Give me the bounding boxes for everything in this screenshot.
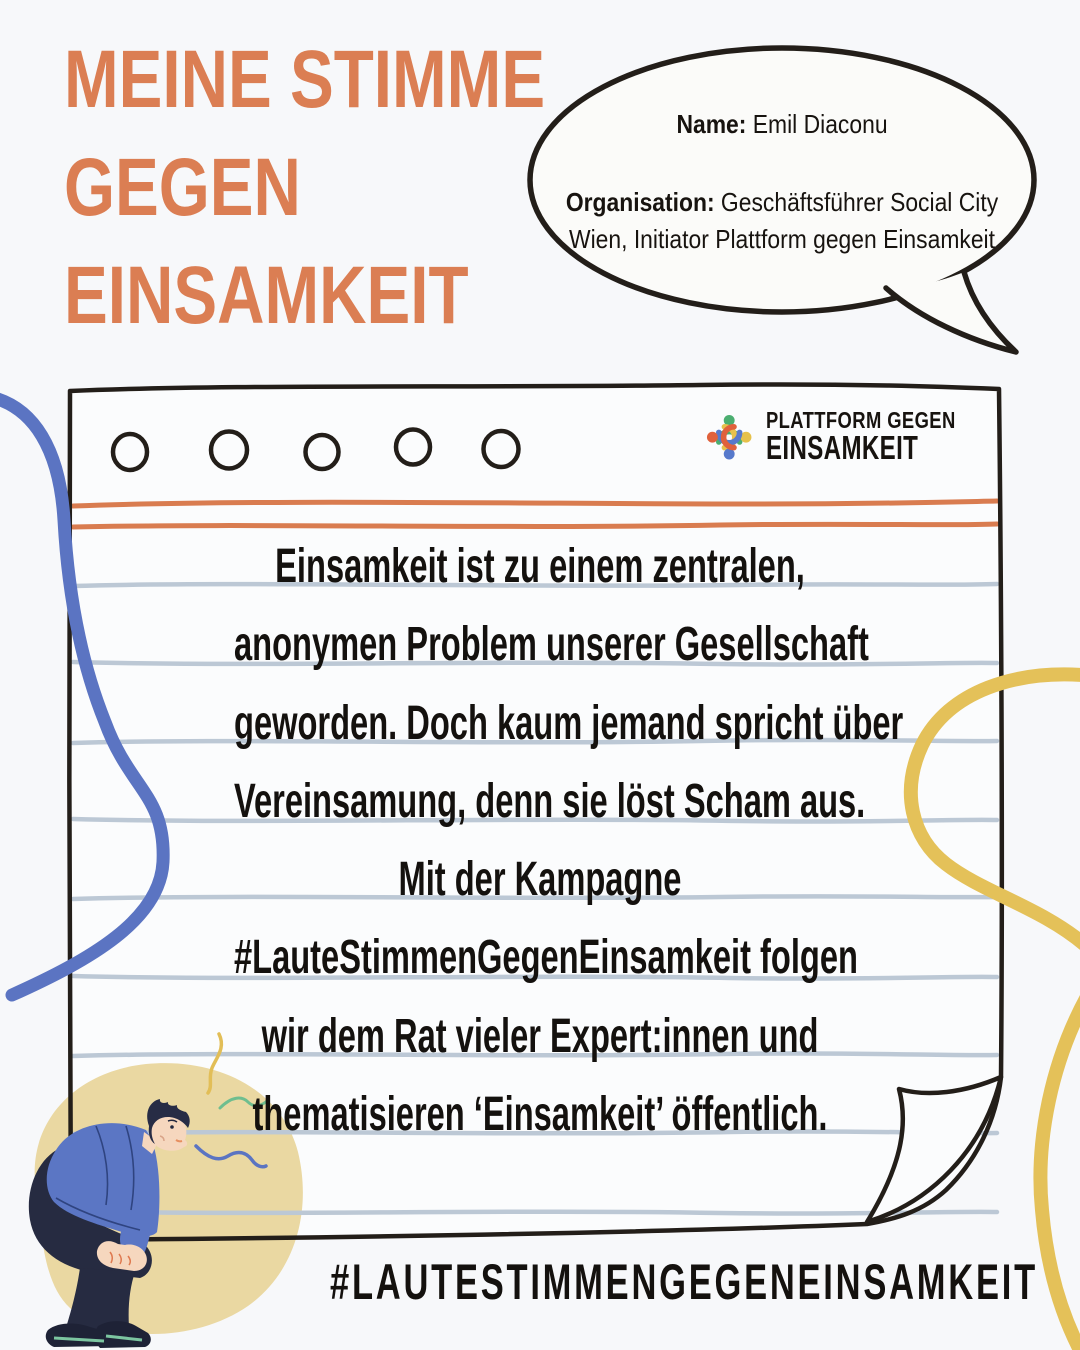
headline-line-2: GEGEN bbox=[64, 142, 301, 233]
note-quote-line-4: Vereinsamung, denn sie löst Scham aus. bbox=[234, 774, 866, 828]
speech-bubble-text bbox=[549, 106, 1015, 258]
bubble-name-label: Name: bbox=[676, 109, 747, 139]
bubble-organisation-label: Organisation: bbox=[565, 187, 715, 217]
campaign-hashtag: #LAUTESTIMMENGEGENEINSAMKEIT bbox=[330, 1254, 1038, 1310]
note-quote-line-8: thematisieren ‘Einsamkeit’ öffentlich. bbox=[252, 1088, 828, 1142]
note-quote-line-6: #LauteStimmenGegenEinsamkeit folgen bbox=[234, 931, 858, 985]
note-quote-line-5: Mit der Kampagne bbox=[398, 853, 682, 907]
note-quote-line-7: wir dem Rat vieler Expert:innen und bbox=[261, 1009, 819, 1063]
note-quote-line-3: geworden. Doch kaum jemand spricht über bbox=[234, 696, 904, 750]
note-quote-line-1: Einsamkeit ist zu einem zentralen, bbox=[275, 540, 805, 593]
logo-wordmark-line-1: PLATTFORM GEGEN bbox=[766, 407, 956, 433]
bubble-organisation-line bbox=[549, 184, 1015, 258]
bubble-name-value: Emil Diaconu bbox=[752, 109, 888, 139]
note-quote bbox=[90, 528, 990, 1154]
headline-line-3: EINSAMKEIT bbox=[64, 250, 469, 341]
logo-wordmark bbox=[766, 407, 1003, 466]
bubble-organisation-value-2: Wien, Initiator Plattform gegen Einsamkeit bbox=[568, 224, 996, 254]
logo-wordmark-line-2: EINSAMKEIT bbox=[766, 429, 919, 466]
bubble-name-line bbox=[549, 106, 1015, 143]
headline-line-1: MEINE STIMME bbox=[64, 34, 546, 125]
bubble-organisation-value-1: Geschäftsführer Social City bbox=[720, 187, 999, 217]
note-quote-line-2: anonymen Problem unserer Gesellschaft bbox=[234, 618, 869, 672]
